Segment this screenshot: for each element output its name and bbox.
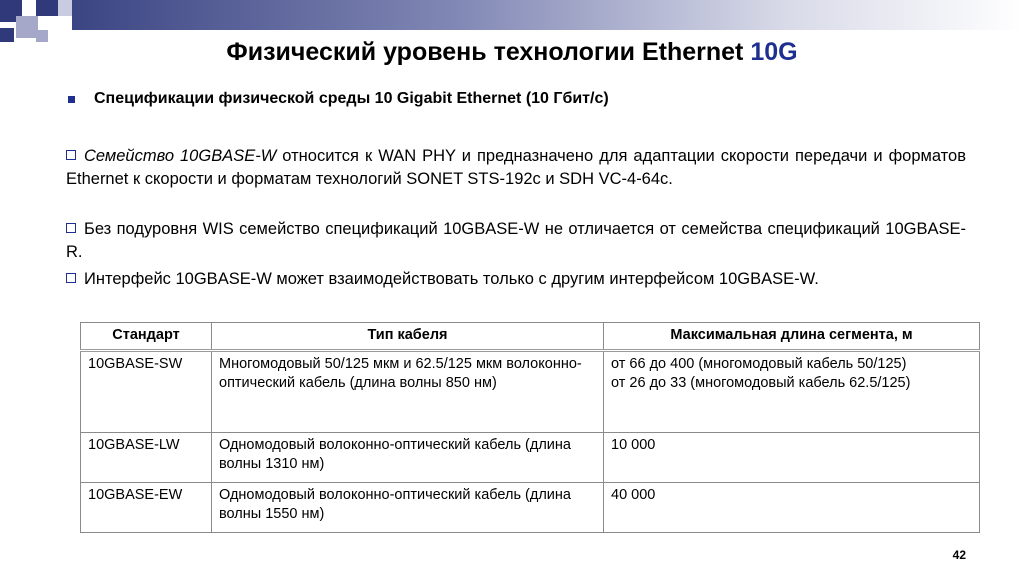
table-row: [81, 483, 980, 533]
column-header: Максимальная длина сегмента, м: [604, 323, 980, 351]
checkbox-bullet-icon: [66, 150, 76, 160]
header-gradient-bar: [72, 0, 1024, 30]
square-bullet-icon: [68, 96, 75, 103]
title-accent: 10G: [750, 38, 798, 66]
cell-cable: Многомодовый 50/125 мкм и 62.5/125 мкм волоконно-оптический кабель (длина волны 850 нм): [212, 351, 604, 433]
slide-title: Физический уровень технологии Ethernet 10G: [226, 38, 798, 66]
cell-standard: 10GBASE-LW: [81, 433, 212, 483]
decor-square: [36, 0, 58, 16]
specs-table: [80, 322, 980, 533]
cell-cable: Одномодовый волоконно-оптический кабель (длина волны 1550 нм): [212, 483, 604, 533]
decor-square: [16, 16, 38, 38]
checkbox-bullet-icon: [66, 273, 76, 283]
column-header: Тип кабеля: [212, 323, 604, 351]
table-row: [81, 433, 980, 483]
paragraph-1: Семейство 10GBASE-W относится к WAN PHY и предназначено для адаптации скорости передачи и форматов Ethernet к скорости и форматам технологий SONET STS-192c и SDH VC-4-64c.: [66, 147, 966, 188]
table-row: [81, 351, 980, 433]
paragraph-3: Интерфейс 10GBASE-W может взаимодействовать только с другим интерфейсом 10GBASE-W.: [66, 268, 966, 291]
cell-length: от 66 до 400 (многомодовый кабель 50/125) от 26 до 33 (многомодовый кабель 62.5/125): [604, 351, 980, 433]
checkbox-bullet-icon: [66, 223, 76, 233]
cell-standard: 10GBASE-SW: [81, 351, 212, 433]
page-number: 42: [952, 548, 966, 562]
table-header-row: [81, 323, 980, 351]
subtitle: Спецификации физической среды 10 Gigabit Ethernet (10 Гбит/с): [94, 90, 609, 107]
paragraph-2: Без подуровня WIS семейство спецификаций 10GBASE-W не отличается от семейства спецификаций 10GBASE-R.: [66, 220, 966, 261]
cell-length: 40 000: [604, 483, 980, 533]
cell-cable: Одномодовый волоконно-оптический кабель (длина волны 1310 нм): [212, 433, 604, 483]
cell-length: 10 000: [604, 433, 980, 483]
column-header: Стандарт: [81, 323, 212, 351]
cell-standard: 10GBASE-EW: [81, 483, 212, 533]
